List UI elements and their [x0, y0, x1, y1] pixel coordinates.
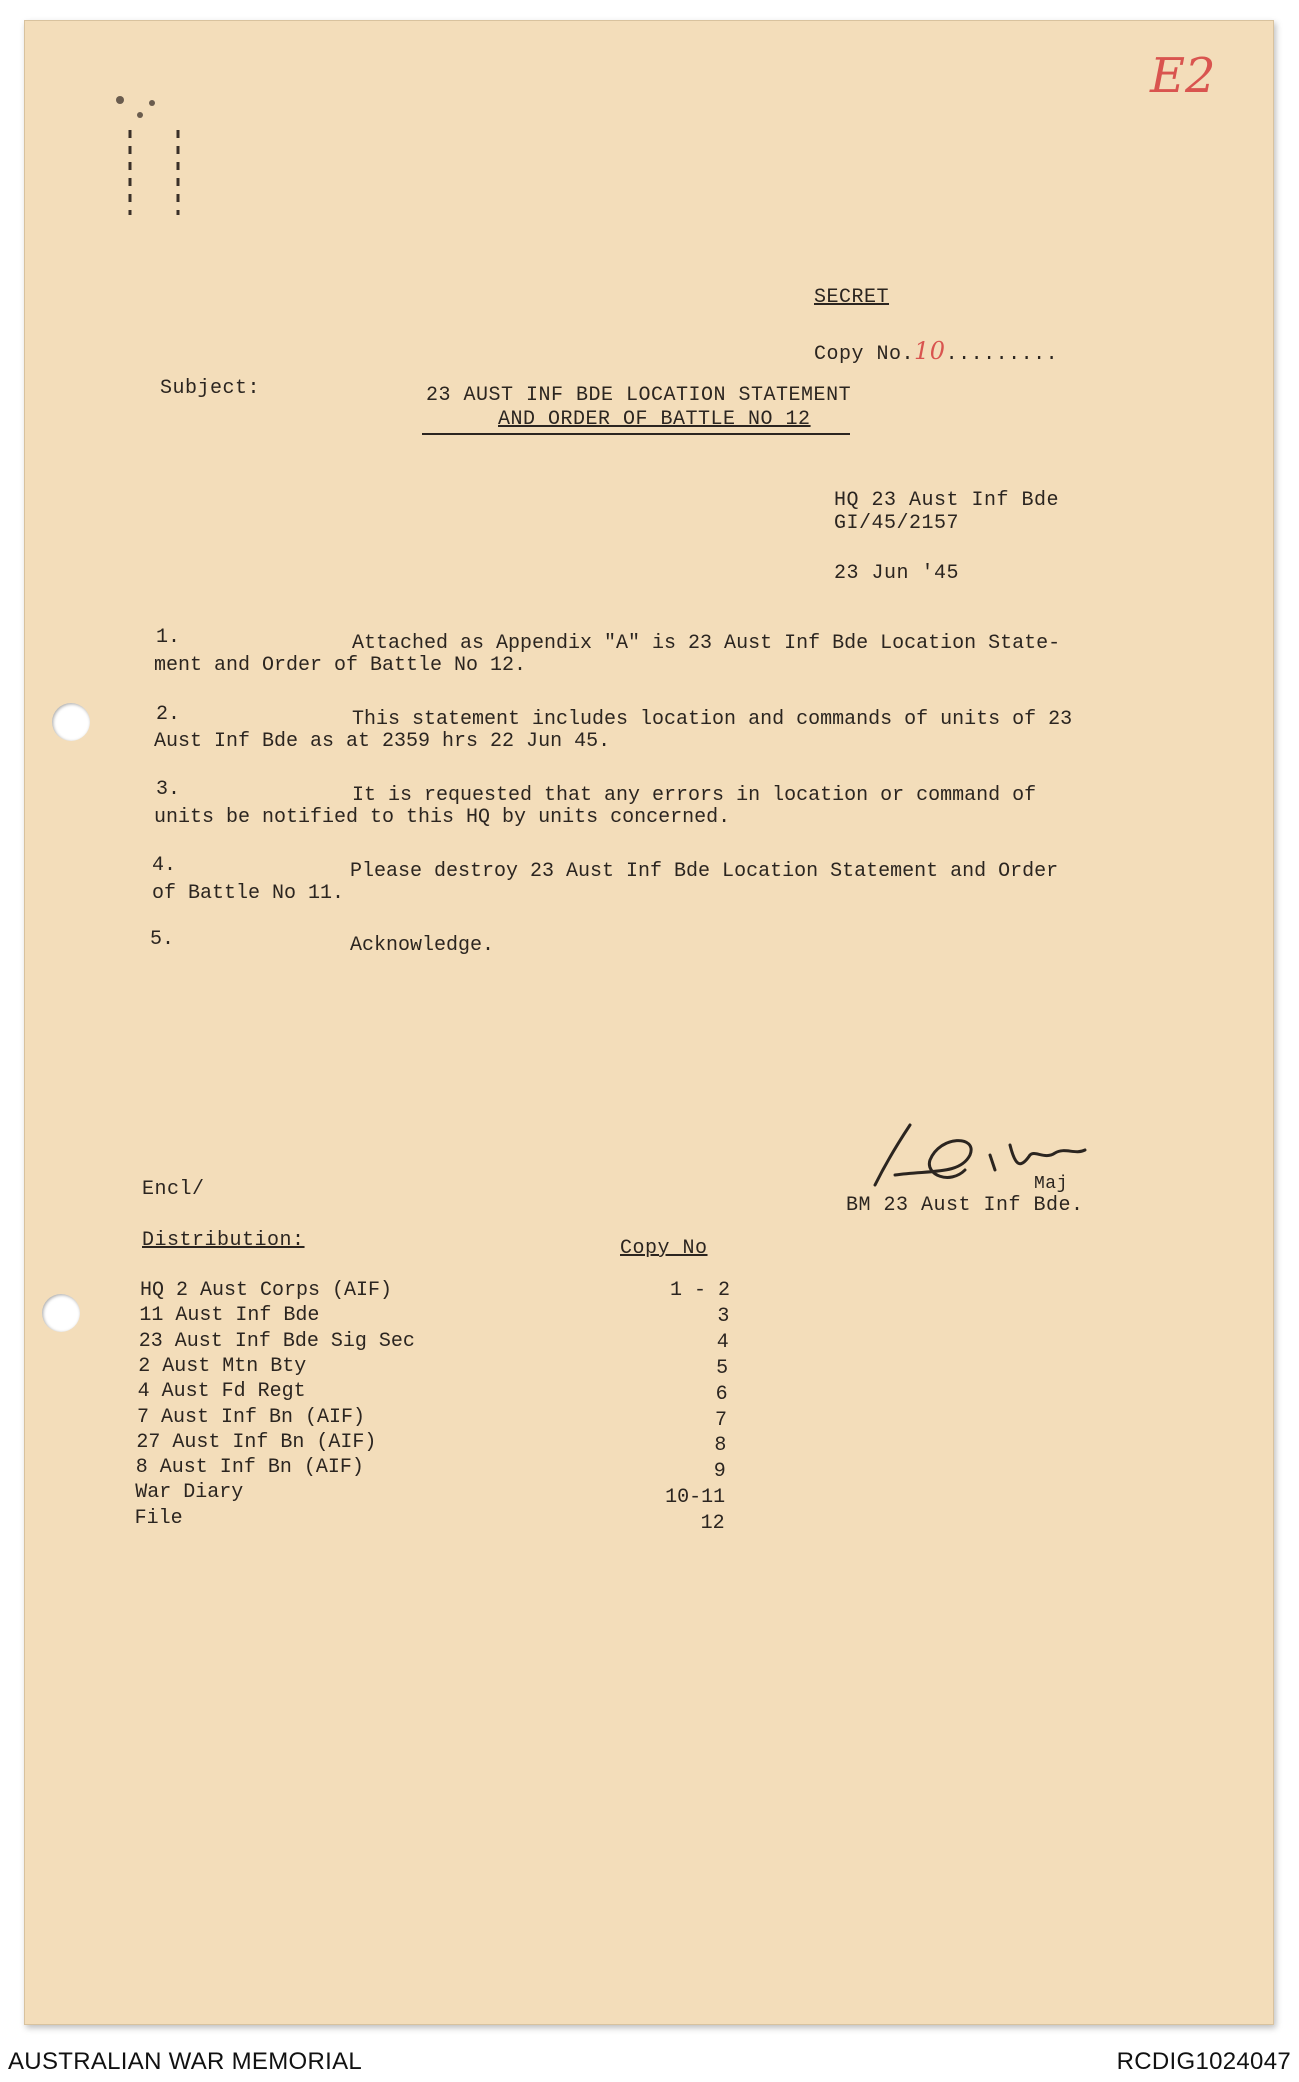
paragraph-3-line-2: units be notified to this HQ by units concerned. — [154, 806, 731, 829]
paragraph-2-line-2: Aust Inf Bde as at 2359 hrs 22 Jun 45. — [154, 730, 611, 753]
distribution-copy-number: 9 — [713, 1460, 726, 1484]
reference-number: GI/45/2157 — [834, 512, 960, 535]
document-date: 23 Jun '45 — [834, 562, 960, 585]
paragraph-4-number: 4. — [152, 854, 177, 877]
distribution-unit: 23 Aust Inf Bde Sig Sec — [138, 1329, 415, 1353]
paragraph-4-line-1: Please destroy 23 Aust Inf Bde Location Statement and Order — [350, 860, 1059, 883]
distribution-unit: HQ 2 Aust Corps (AIF) — [140, 1279, 393, 1302]
paragraph-1-line-2: ment and Order of Battle No 12. — [154, 654, 527, 677]
paragraph-1-number: 1. — [156, 626, 181, 649]
paragraph-2-number: 2. — [156, 703, 181, 726]
distribution-unit: 8 Aust Inf Bn (AIF) — [135, 1456, 364, 1480]
distribution-copy-number: 4 — [716, 1330, 729, 1354]
subject-label: Subject: — [160, 377, 261, 400]
distribution-unit: File — [134, 1506, 183, 1530]
punch-hole-upper — [52, 703, 90, 741]
paragraph-5-line-1: Acknowledge. — [350, 934, 495, 957]
distribution-copy-number: 5 — [716, 1356, 729, 1380]
distribution-copy-number: 6 — [715, 1382, 728, 1406]
distribution-copy-number: 3 — [717, 1304, 730, 1328]
distribution-heading: Distribution: — [142, 1229, 305, 1252]
copy-number-handwritten: 10 — [914, 337, 946, 365]
footer-reference: RCDIG1024047 — [1116, 2048, 1291, 2075]
paragraph-2-line-1: This statement includes location and commands of units of 23 — [352, 708, 1073, 731]
subject-underline — [422, 433, 850, 435]
paragraph-3-line-1: It is requested that any errors in location or command of — [352, 784, 1037, 807]
paragraph-1-line-1: Attached as Appendix "A" is 23 Aust Inf Bde Location State- — [352, 632, 1061, 655]
subject-line-1: 23 AUST INF BDE LOCATION STATEMENT — [426, 384, 852, 407]
staple-marks — [90, 55, 200, 225]
paragraph-4-line-2: of Battle No 11. — [152, 882, 345, 905]
distribution-copy-number: 10-11 — [665, 1486, 726, 1510]
distribution-copy-number: 8 — [714, 1434, 727, 1458]
distribution-copy-number: 7 — [714, 1408, 727, 1432]
copy-no-heading: Copy No — [620, 1237, 708, 1260]
distribution-copy-number: 1 - 2 — [669, 1279, 730, 1302]
copy-number-line: Copy No.10......... — [814, 337, 1059, 366]
subject-line-2: AND ORDER OF BATTLE NO 12 — [498, 408, 811, 431]
distribution-unit: 7 Aust Inf Bn (AIF) — [137, 1405, 366, 1429]
distribution-copy-number: 12 — [700, 1512, 725, 1536]
copy-number-label: Copy No — [814, 343, 902, 366]
document-page — [24, 20, 1274, 2025]
distribution-unit: 27 Aust Inf Bn (AIF) — [136, 1430, 377, 1454]
enclosure-label: Encl/ — [142, 1178, 205, 1201]
distribution-unit: 2 Aust Mtn Bty — [138, 1354, 307, 1378]
handwritten-annotation: E2 — [1150, 48, 1216, 104]
classification-mark: SECRET — [814, 286, 890, 309]
signatory-rank: Maj — [1034, 1174, 1068, 1194]
signatory-appointment: BM 23 Aust Inf Bde. — [846, 1194, 1084, 1217]
paragraph-3-number: 3. — [156, 778, 181, 801]
hq-line: HQ 23 Aust Inf Bde — [834, 489, 1060, 512]
paragraph-5-number: 5. — [150, 928, 175, 951]
punch-hole-lower — [42, 1294, 80, 1332]
signature — [870, 1115, 1110, 1195]
distribution-unit: War Diary — [135, 1481, 244, 1505]
footer-institution: AUSTRALIAN WAR MEMORIAL — [8, 2048, 363, 2075]
distribution-unit: 4 Aust Fd Regt — [137, 1380, 306, 1404]
distribution-unit: 11 Aust Inf Bde — [139, 1304, 320, 1328]
